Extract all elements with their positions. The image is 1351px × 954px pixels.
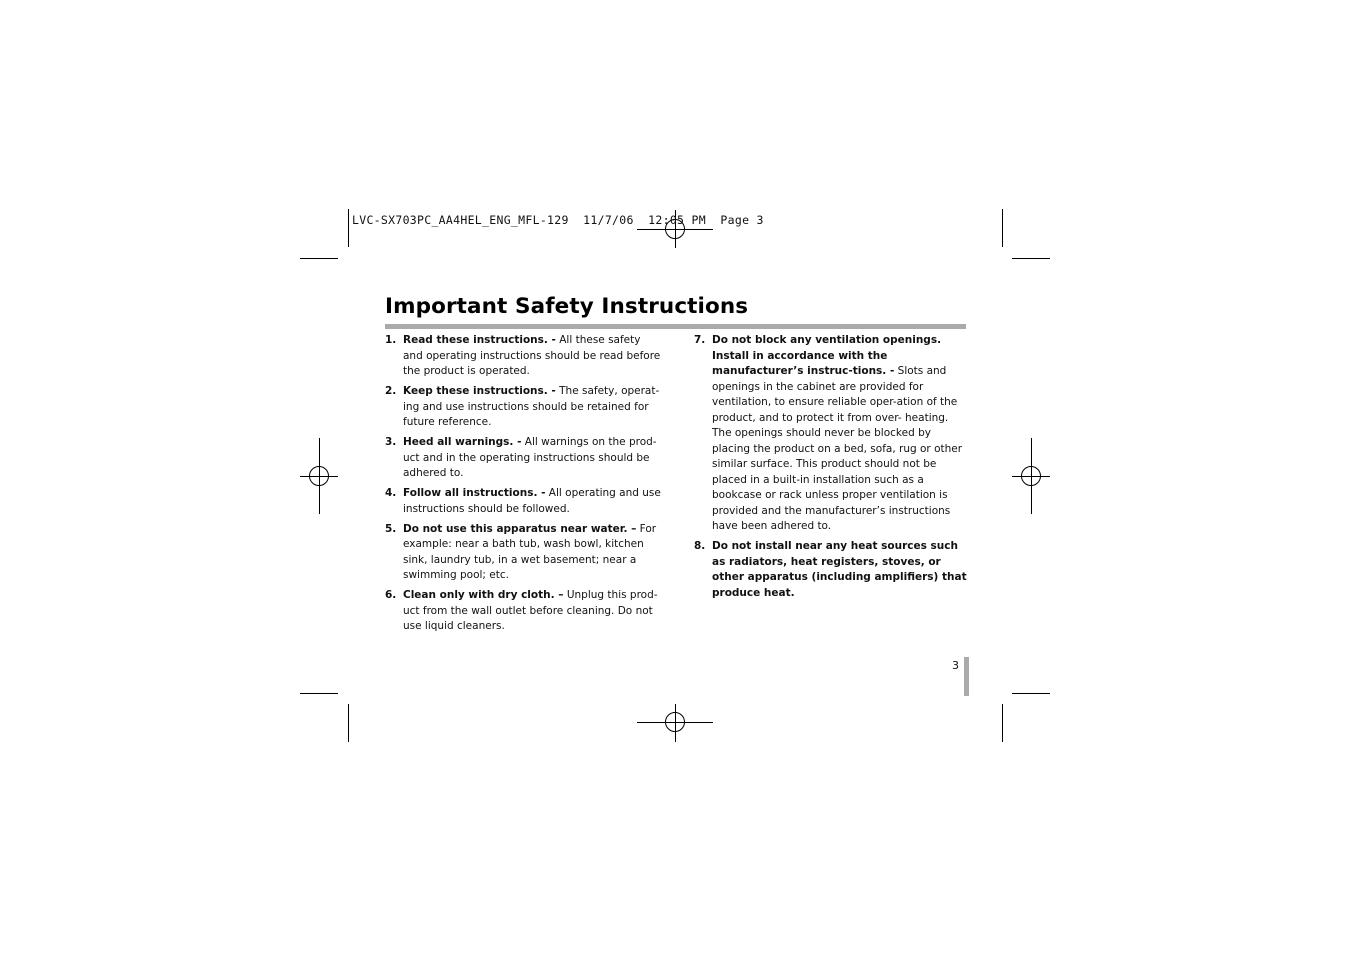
item-text: The safety, operat-ing and use instructions should be retained for future reference. [403,385,660,429]
item-number: 4. [385,487,397,500]
instruction-item-7 [694,333,970,535]
item-heading: Heed all warnings. - [403,436,522,449]
item-heading: Read these instructions. - [403,334,556,346]
item-heading: Do not block any ventilation openings. Install in accordance with the manufacturer’s instruc-tions. - [712,334,942,377]
item-text: Slots and openings in the cabinet are provided for ventilation, to ensure reliable oper-ation of the product, and to protect it from over- heating. The openings should never be blocked by placing the product on a bed, sofa, rug or other similar surface. This product should not be placed in a built-in installation such as a bookcase or rack unless proper ventilation is provided and the manufacturer’s instructions have been adhered to. [712,365,963,532]
item-heading: Clean only with dry cloth. – [403,589,564,602]
item-heading: Do not use this apparatus near water. – [403,522,637,535]
page-title: Important Safety Instructions [385,294,749,319]
instructions-column-right [694,333,970,606]
item-text: Unplug this prod-uct from the wall outlet before cleaning. Do not use liquid cleaners. [403,589,658,633]
item-heading: Keep these instructions. - [403,385,556,398]
crop-mark [348,704,349,742]
item-number: 5. [385,522,397,535]
instructions-column-left [385,333,661,640]
item-text: All these safety and operating instructions should be read before the product is operated. [403,334,661,377]
instruction-item-5 [385,522,661,584]
item-text: All warnings on the prod-uct and in the operating instructions should be adhered to. [403,436,657,480]
item-number: 2. [385,385,397,398]
item-heading: Follow all instructions. - [403,487,546,500]
item-number: 6. [385,589,397,602]
item-text: For example: near a bath tub, wash bowl, kitchen sink, laundry tub, in a wet basement; near a swimming pool; etc. [403,522,657,582]
instruction-item-2 [385,384,661,431]
page-number-bar [964,657,969,696]
print-slug: LVC-SX703PC_AA4HEL_ENG_MFL-129 11/7/06 12:05 PM Page 3 [352,213,764,227]
item-number: 3. [385,436,397,449]
instruction-item-3 [385,435,661,482]
crop-mark [1002,704,1003,742]
title-rule [385,324,966,329]
crop-mark [300,693,338,694]
crop-mark [1012,693,1050,694]
crop-mark [1002,209,1003,247]
item-number: 8. [694,540,706,553]
crop-mark [1012,258,1050,259]
item-number: 1. [385,334,397,346]
instruction-item-8 [694,539,970,601]
item-heading: Do not install near any heat sources such as radiators, heat registers, stoves, or other apparatus (including amplifiers) that produce heat. [712,540,967,599]
instruction-item-4 [385,486,661,517]
crop-mark [348,209,349,247]
crop-mark [300,258,338,259]
instruction-item-1 [385,333,661,380]
instruction-item-6 [385,588,661,635]
item-number: 7. [694,334,706,346]
page-number: 3 [952,659,959,672]
item-text: All operating and use instructions should be followed. [403,487,661,515]
